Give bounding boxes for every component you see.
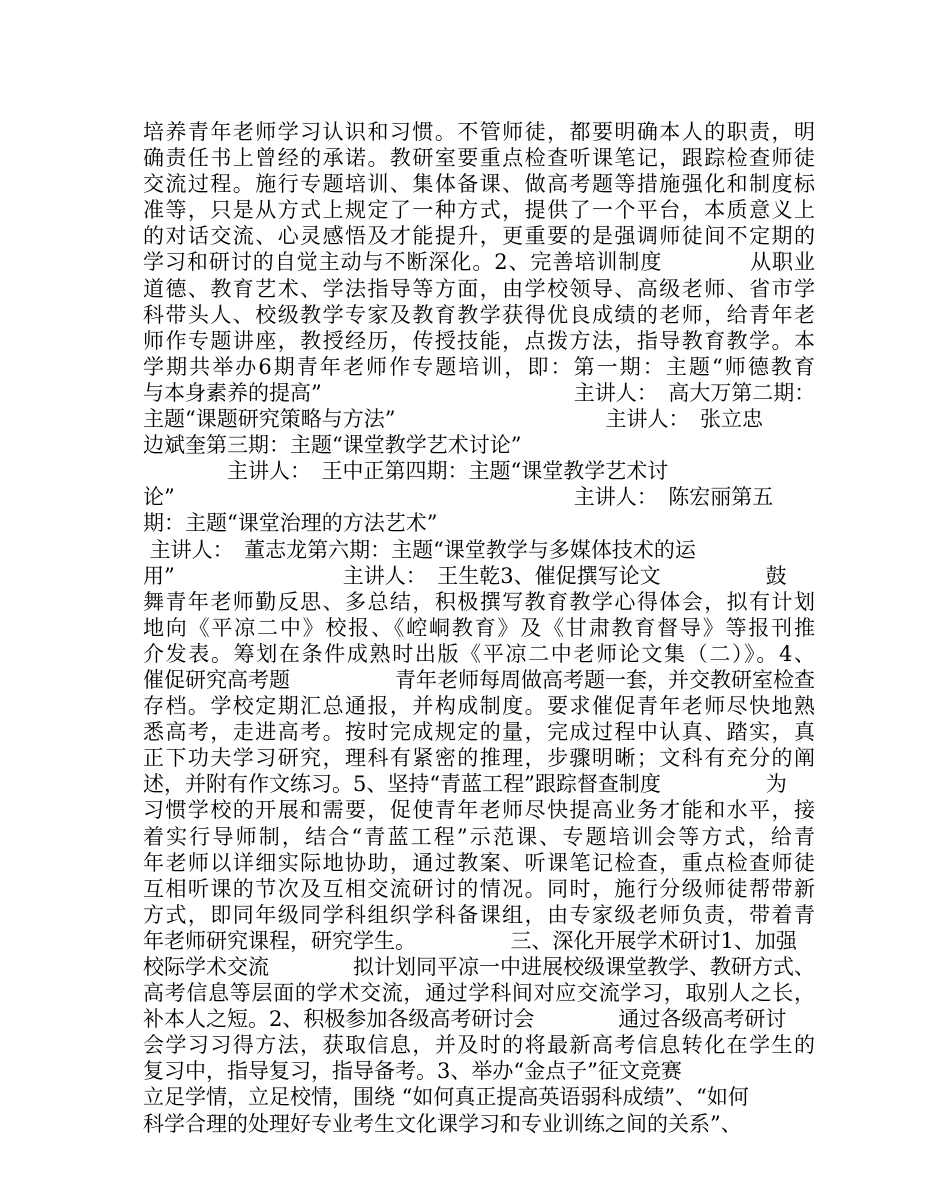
text-line: 培养青年老师学习认识和习惯。不管师徒，都要明确本人的职责，明 — [143, 120, 815, 144]
text-line: 正下功夫学习研究，理科有紧密的推理，步骤明晰；文科有充分的阐 — [143, 746, 815, 771]
text-line: 校际学术交流 拟计划同平凉一中进展校级课堂教学、教研方式、 — [143, 955, 815, 979]
text-line: 催促研究高考题 青年老师每周做高考题一套，并交教研室检查 — [143, 667, 815, 692]
text-line: 用” 主讲人： 王生乾3、催促撰写论文 鼓 — [143, 563, 787, 588]
text-line: 补本人之短。2、积极参加各级高考研讨会 通过各级高考研讨 — [143, 1007, 787, 1032]
text-line: 交流过程。施行专题培训、集体备课、做高考题等措施强化和制度标 — [143, 172, 815, 197]
text-line: 高考信息等层面的学术交流，通过学科间对应交流学习，取别人之长， — [143, 981, 815, 1006]
text-line: 学期共举办6期青年老师作专题培训，即：第一期：主题“师德教育 — [143, 354, 815, 379]
text-line: 师作专题讲座，教授经历，传授技能，点拨方法，指导教育教学。本 — [143, 328, 815, 353]
text-line: 确责任书上曾经的承诺。教研室要重点检查听课笔记，跟踪检查师徒 — [143, 146, 815, 171]
text-line: 舞青年老师勤反思、多总结，积极撰写教育教学心得体会，拟有计划 — [143, 589, 815, 614]
text-line: 介发表。筹划在条件成熟时出版《平凉二中老师论文集（二）》。4、 — [143, 641, 815, 666]
text-line: 学习和研讨的自觉主动与不断深化。2、完善培训制度 从职业 — [143, 250, 815, 275]
text-line: 边斌奎第三期：主题“课堂教学艺术讨论” — [143, 433, 522, 458]
text-line: 科学合理的处理好专业考生文化课学习和专业训练之间的关系”、 — [143, 1111, 742, 1136]
text-line: 悉高考，走进高考。按时完成规定的量，完成过程中认真、踏实，真 — [143, 720, 815, 745]
text-line: 年老师以详细实际地协助，通过教案、听课笔记检查，重点检查师徒 — [143, 850, 815, 875]
text-line: 述，并附有作文练习。5、坚持“青蓝工程”跟踪督查制度 为 — [143, 772, 787, 797]
text-line: 着实行导师制，结合“青蓝工程”示范课、专题培训会等方式，给青 — [143, 824, 815, 849]
text-line: 主题“课题研究策略与方法” 主讲人： 张立忠 — [143, 407, 763, 432]
text-line: 与本身素养的提高” 主讲人： 高大万第二期： — [143, 380, 816, 405]
text-line: 的对话交流、心灵感悟及才能提升，更重要的是强调师徒间不定期的 — [143, 224, 815, 249]
text-line: 地向《平凉二中》校报、《崆峒教育》及《甘肃教育督导》等报刊推 — [143, 615, 815, 640]
text-line: 主讲人： 董志龙第六期：主题“课堂教学与多媒体技术的运 — [143, 537, 696, 562]
text-line: 道德、教育艺术、学法指导等方面，由学校领导、高级老师、省市学 — [143, 276, 815, 301]
text-line: 期：主题“课堂治理的方法艺术” — [143, 511, 438, 536]
text-line: 方式，即同年级同学科组织学科备课组，由专家级老师负责，带着青 — [143, 902, 815, 927]
text-line: 复习中，指导复习，指导备考。3、举办“金点子”征文竞赛 — [143, 1059, 682, 1084]
text-line: 论” 主讲人： 陈宏丽第五 — [143, 485, 774, 510]
body-text — [143, 119, 815, 1137]
text-line: 存档。学校定期汇总通报，并构成制度。要求催促青年老师尽快地熟 — [143, 694, 815, 719]
text-line: 科带头人、校级教学专家及教育教学获得优良成绩的老师，给青年老 — [143, 302, 815, 327]
text-line: 会学习习得方法，获取信息，并及时的将最新高考信息转化在学生的 — [143, 1033, 815, 1058]
text-line: 习惯学校的开展和需要，促使青年老师尽快提高业务才能和水平，接 — [143, 798, 815, 823]
text-line: 互相听课的节次及互相交流研讨的情况。同时，施行分级师徒帮带新 — [143, 876, 815, 901]
text-line: 准等，只是从方式上规定了一种方式，提供了一个平台，本质意义上 — [143, 198, 815, 223]
text-line: 主讲人： 王中正第四期：主题“课堂教学艺术讨 — [143, 459, 669, 484]
text-line: 年老师研究课程，研究学生。 三、深化开展学术研讨1、加强 — [143, 928, 797, 953]
text-line: 立足学情，立足校情，围绕 “如何真正提高英语弱科成绩”、“如何 — [143, 1085, 749, 1110]
